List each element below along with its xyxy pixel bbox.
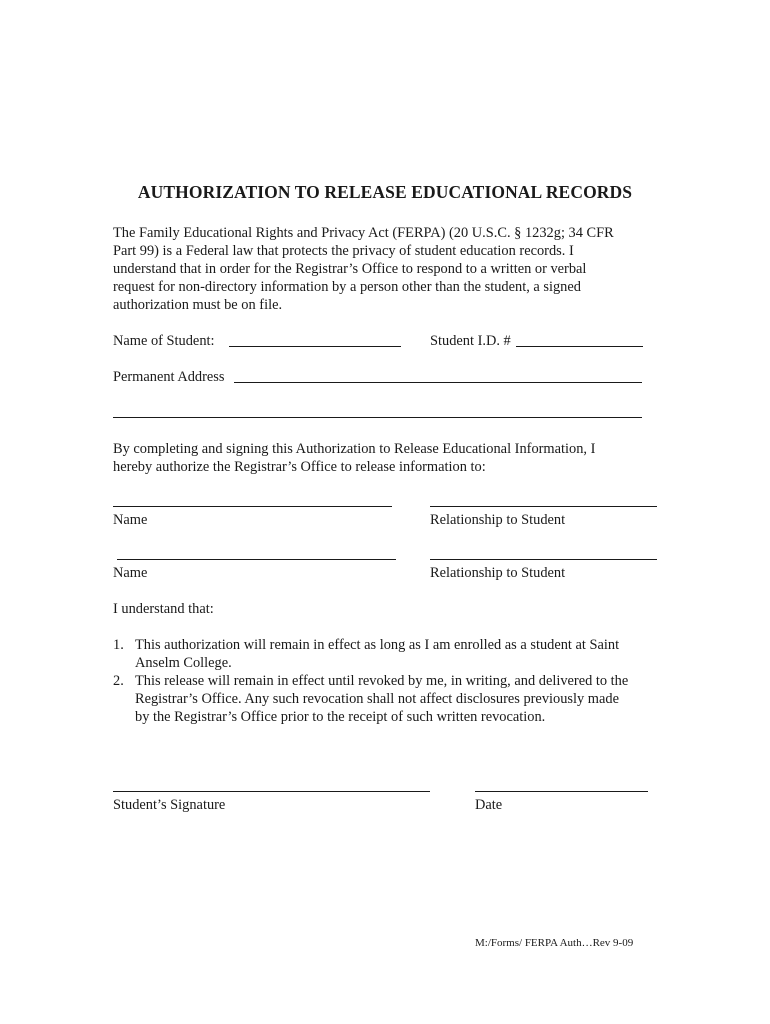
list-item-line: Anselm College. xyxy=(135,655,232,671)
list-item-line: Registrar’s Office. Any such revocation shall not affect disclosures previously made xyxy=(135,691,619,707)
permanent-address-label: Permanent Address xyxy=(113,369,225,385)
list-item xyxy=(113,672,673,726)
form-footer-reference: M:/Forms/ FERPA Auth…Rev 9-09 xyxy=(475,937,634,949)
authorization-line: By completing and signing this Authorization to Release Educational Information, I xyxy=(113,441,596,457)
authorization-line: hereby authorize the Registrar’s Office to release information to: xyxy=(113,459,486,475)
student-id-label: Student I.D. # xyxy=(430,333,511,349)
understand-label: I understand that: xyxy=(113,601,214,617)
student-signature-line[interactable] xyxy=(113,791,430,792)
intro-paragraph xyxy=(113,224,673,314)
name-of-student-line[interactable] xyxy=(229,346,401,347)
date-line[interactable] xyxy=(475,791,648,792)
recipient-name-line[interactable] xyxy=(113,506,392,507)
recipient-name-label: Name xyxy=(113,565,148,581)
intro-line: understand that in order for the Registrar’s Office to respond to a written or verbal xyxy=(113,261,587,277)
conditions-list xyxy=(113,636,673,726)
name-of-student-label: Name of Student: xyxy=(113,333,215,349)
intro-line: authorization must be on file. xyxy=(113,297,283,313)
permanent-address-line[interactable] xyxy=(234,382,642,383)
intro-line: request for non-directory information by a person other than the student, a signed xyxy=(113,279,581,295)
authorization-paragraph xyxy=(113,440,673,476)
recipient-name-line[interactable] xyxy=(117,559,396,560)
recipient-relationship-line[interactable] xyxy=(430,506,657,507)
intro-line: The Family Educational Rights and Privacy Act (FERPA) (20 U.S.C. § 1232g; 34 CFR xyxy=(113,225,614,241)
student-signature-label: Student’s Signature xyxy=(113,797,226,813)
permanent-address-line-2[interactable] xyxy=(113,417,642,418)
list-item-line: This authorization will remain in effect as long as I am enrolled as a student at Saint xyxy=(135,637,620,653)
list-item-line: by the Registrar’s Office prior to the receipt of such written revocation. xyxy=(135,709,546,725)
recipient-relationship-label: Relationship to Student xyxy=(430,512,566,528)
date-label: Date xyxy=(475,797,503,813)
recipient-relationship-line[interactable] xyxy=(430,559,657,560)
list-item-number: 2. xyxy=(113,673,124,689)
list-item-line: This release will remain in effect until revoked by me, in writing, and delivered to the xyxy=(135,673,629,689)
list-item-number: 1. xyxy=(113,637,124,653)
student-id-line[interactable] xyxy=(516,346,643,347)
list-item xyxy=(113,636,673,672)
intro-line: Part 99) is a Federal law that protects the privacy of student education records. I xyxy=(113,243,574,259)
recipient-name-label: Name xyxy=(113,512,148,528)
form-title: AUTHORIZATION TO RELEASE EDUCATIONAL RECORDS xyxy=(137,182,633,202)
recipient-relationship-label: Relationship to Student xyxy=(430,565,566,581)
